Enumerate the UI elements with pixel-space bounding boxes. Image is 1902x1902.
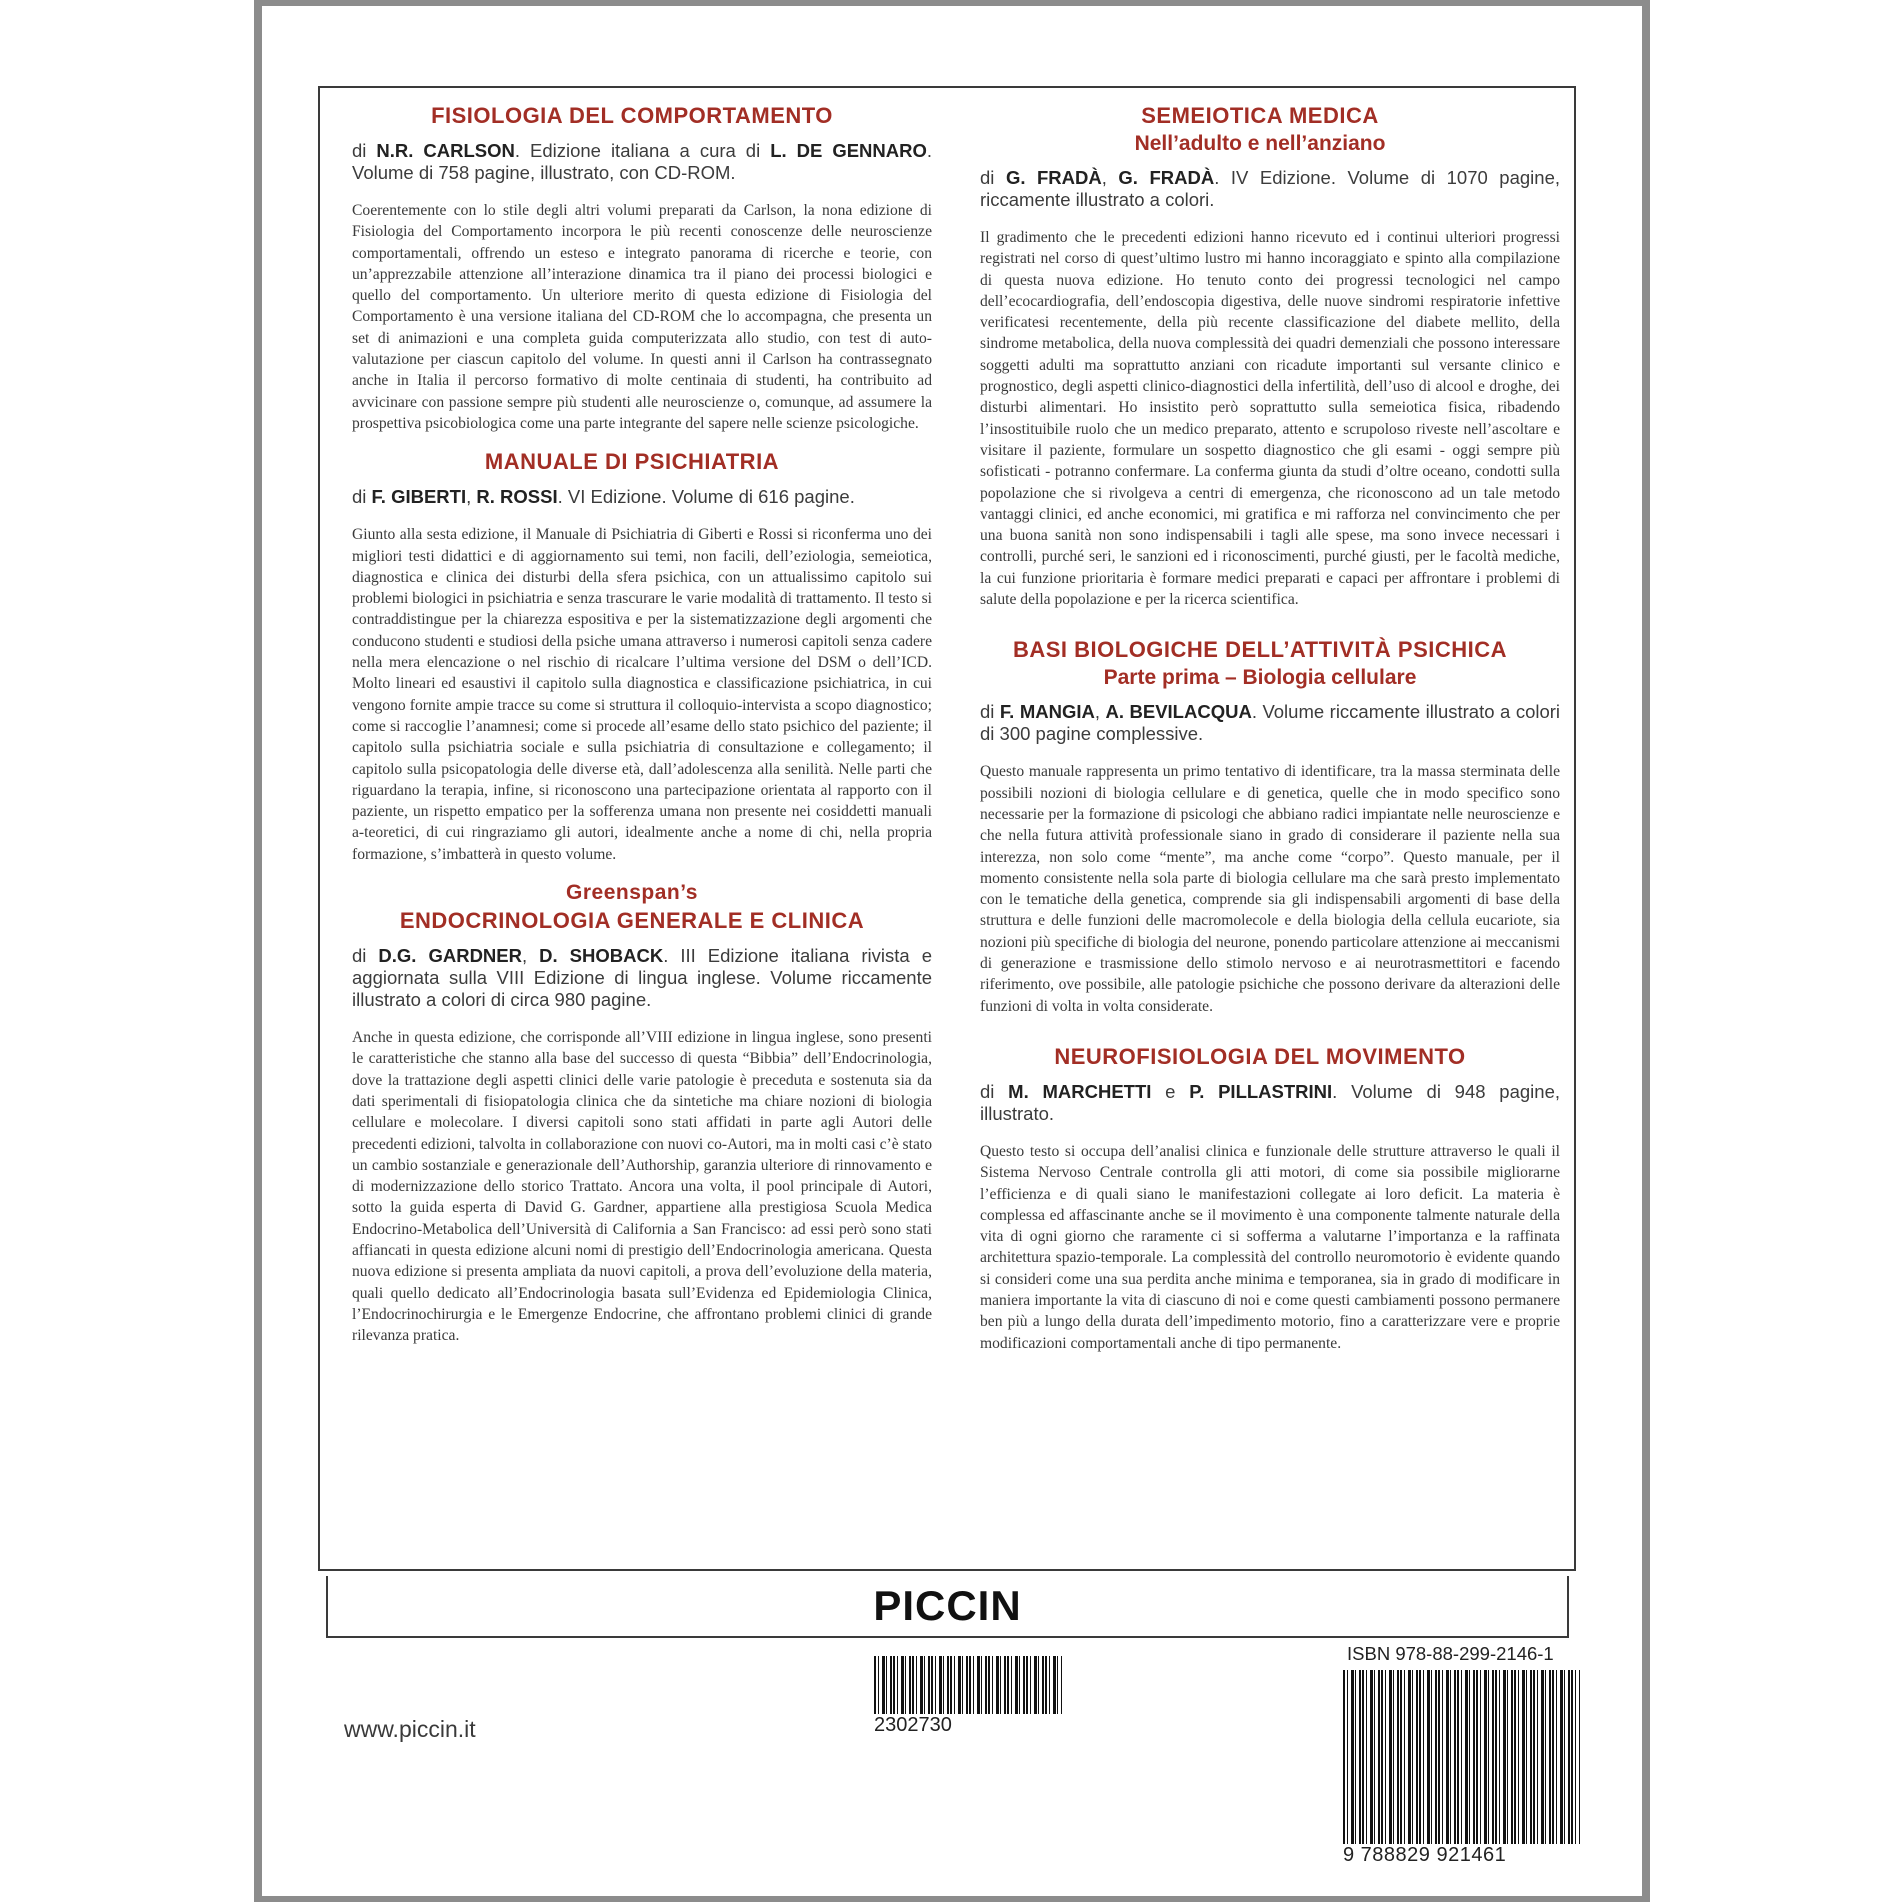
book-subtitle: Nell’adulto e nell’anziano — [1134, 132, 1386, 155]
book-entry — [332, 879, 932, 1346]
publisher-logo: PICCIN — [873, 1582, 1022, 1629]
book-entry — [332, 102, 932, 434]
author-name: G. FRADÀ — [1118, 167, 1215, 188]
ean-number: 9 788829 921461 — [1343, 1844, 1507, 1866]
book-subtitle: Parte prima – Biologia cellulare — [1103, 666, 1417, 690]
barcode-bars — [1343, 1670, 1580, 1844]
author-name: N.R. CARLSON — [376, 140, 515, 161]
book-title: SEMEIOTICA MEDICA — [1141, 103, 1379, 128]
internal-code: 2302730 — [874, 1714, 952, 1736]
isbn-label: ISBN 978-88-299-2146-1 — [1347, 1643, 1554, 1664]
catalog-frame — [318, 86, 1576, 1571]
book-byline: di F. MANGIA, A. BEVILACQUA. Volume riccamente illustrato a colori di 300 pagine complessive. — [980, 701, 1561, 745]
book-title: MANUALE DI PSICHIATRIA — [484, 449, 780, 475]
book-byline: di D.G. GARDNER, D. SHOBACK. III Edizione italiana rivista e aggiornata sulla VIII Edizione di lingua inglese. Volume riccamente illustrato a colori di circa 980 pagine. — [352, 945, 933, 1011]
publisher-url: www.piccin.it — [344, 1716, 476, 1742]
barcode-bars — [874, 1656, 1062, 1714]
right-column — [960, 102, 1560, 1374]
book-description: Anche in questa edizione, che corrisponde all’VIII edizione in lingua inglese, sono presenti le caratteristiche che stanno alla base del successo di questa “Bibbia” dell’Endocrinologia, dove la trattazione degli aspetti clinici delle varie patologie è preceduta e sostenuta sia da dati sperimentali di fisiopatologia clinica che da sintetiche ma chiare nozioni di biologia cellulare e molecolare. I diversi capitoli sono stati affidati in parte agli Autori delle precedenti edizioni, talvolta in collaborazione con nuovi co-Autori, ma in molti casi c’è stato un cambio sostanziale e generazionale dell’Authorship, garanzia ulteriore di rinnovamento e di modernizzazione dello storico Trattato. Ancora una volta, il pool principale di Autori, sotto la guida esperta di David G. Gardner, appartiene alla prestigiosa Scuola Medica Endocrino-Metabolica dell’Università di California a San Francisco: ad essi però sono stati affiancati in questa edizione alcuni nomi di prestigio dell’Endocrinologia americana. Questa nuova edizione si presenta ampliata da nuovi capitoli, a prova dell’evoluzione della materia, quali quello dedicato all’Endocrinologia basata sull’Evidenza ed Epidemiologia Clinica, l’Endocrinochirurgia e le Emergenze Endocrine, che affrontano problemi clinici di grande rilevanza pratica. — [352, 1029, 932, 1345]
book-entry — [960, 1043, 1560, 1354]
book-entry — [960, 102, 1560, 610]
book-byline: di M. MARCHETTI e P. PILLASTRINI. Volume di 948 pagine, illustrato. — [980, 1080, 1561, 1124]
author-name: A. BEVILACQUA — [1105, 701, 1252, 723]
book-back-cover — [262, 6, 1642, 1896]
author-name: L. DE GENNARO — [770, 140, 927, 161]
book-description: Questo testo si occupa dell’analisi clinica e funzionale delle strutture attraverso le quali il Sistema Nervoso Centrale controlla gli atti motori, di come sia possibile migliorarne l’efficienza e di quali siano le manifestazioni collegate ai loro deficit. La materia è complessa ed affascinante anche se il movimento è una componente talmente naturale della vita di ogni giorno che raramente ci si sofferma a valutarne l’importanza e la raffinata architettura spazio-temporale. La complessità del controllo neuromotorio è evidente quando si consideri come una sua perdita anche minima e temporanea, sia in grado di modificare in maniera importante la vita di ciascuno di noi e come questi cambiamenti possono permanere ben più a lungo della durata dell’impedimento motorio, fino a caratterizzare vere e proprie modificazioni comportamentali anche di tipo permanente. — [980, 1142, 1560, 1352]
book-entry — [332, 448, 932, 865]
internal-barcode — [874, 1656, 1062, 1736]
book-description: Questo manuale rappresenta un primo tentativo di identificare, tra la massa sterminata delle possibili nozioni di biologia cellulare e di genetica, quelle che in modo specifico sono necessarie per la formazione di psicologi che abbiano radici impiantate nelle neuroscienze e che nella futura attività professionale siano in grado di considerare il paziente nella sua interezza, non solo come “mente”, ma anche come “corpo”. Questo manuale, per il momento consistente nella sola parte di biologia cellulare ma che sarà presto implementato con le tematiche della genetica, comprende sia gli indispensabili argomenti di base della struttura e delle funzioni delle macromolecole e della biologia della cellula eucariote, sia nozioni più specifiche di biologia del neurone, ponendo particolare attenzione ai meccanismi di generazione e trasmissione dello stimolo nervoso e ai neurotrasmettitori e facendo riferimento, ove possibile, alle patologie psichiche che possono derivare da alterazioni delle funzioni di volta in volta considerate. — [980, 763, 1560, 1015]
book-description: Coerentemente con lo stile degli altri volumi preparati da Carlson, la nona edizione di Fisiologia del Comportamento incorpora le più recenti conoscenze delle neuroscienze comportamentali, offrendo un esteso e integrato panorama di ricerche e teorie, con un’apprezzabile attenzione all’interazione dinamica tra il piano dei processi biologici e quello del comportamento. Un ulteriore merito di questa edizione di Fisiologia del Comportamento è una versione italiana del CD-ROM che lo accompagna, che presenta un set di animazioni e una completa guida computerizzata allo studio, con test di auto-valutazione per ciascun capitolo del volume. In questi anni il Carlson ha contrassegnato anche in Italia il percorso formativo di molte centinaia di studenti, ha contribuito ad avvicinare con passione sempre più studenti alle neuroscienze o, comunque, ad assumere la prospettiva psicobiologica come una parte integrante del sapere nelle scienze psicologiche. — [352, 202, 932, 432]
left-column — [332, 102, 932, 1366]
isbn-barcode — [1343, 1670, 1580, 1866]
book-title: NEUROFISIOLOGIA DEL MOVIMENTO — [1054, 1043, 1466, 1069]
publisher-bar — [326, 1576, 1569, 1638]
author-name: F. MANGIA — [999, 701, 1095, 723]
book-byline: di N.R. CARLSON. Edizione italiana a cura di L. DE GENNARO. Volume di 758 pagine, illustrato, con CD-ROM. — [352, 140, 933, 183]
book-title: FISIOLOGIA DEL COMPORTAMENTO — [431, 103, 833, 128]
book-description: Giunto alla sesta edizione, il Manuale di Psichiatria di Giberti e Rossi si riconferma uno dei migliori testi didattici e di aggiornamento sui temi, non facili, dell’eziologia, semeiotica, diagnostica e clinica dei disturbi della sfera psichica, con un attualissimo capitolo sui problemi biologici in psichiatria e senza trascurare le varie modalità di trattamento. Il testo si contraddistingue per la chiarezza espositiva e per la sistematizzazione degli argomenti che conducono studenti e studiosi della psiche umana attraverso i numerosi capitoli senza cadere nella mera elencazione o nel rischio di ricalcare l’ultima versione del DSM o dell’ICD. Molto lineari ed esaustivi il capitolo sulla diagnostica e classificazione psichiatrica, in cui vengono fornite ampie tracce su come si struttura il colloquio-intervista a scopo diagnostico; come si raccoglie l’anamnesi; come si procede all’esame dello stato psichico del paziente; il capitolo sulla psichiatria sociale e sulla psichiatria di consultazione e collegamento; il capitolo sulla psicopatologia delle diverse età, dall’adolescenza alla senilità. Nelle parti che riguardano la terapia, infine, si riconoscono una partecipazione orientata al rapporto con il paziente, un rispetto empatico per la sofferenza umana non presente nei cosiddetti manuali a-teoretici, di cui ringraziamo gli autori, idealmente anche a nome di chi, nella propria formazione, s’imbatterà in questo volume. — [352, 526, 932, 863]
author-name: P. PILLASTRINI — [1189, 1080, 1333, 1102]
author-name: D.G. GARDNER — [378, 945, 522, 967]
book-title: BASI BIOLOGICHE DELL’ATTIVITÀ PSICHICA — [1012, 637, 1508, 663]
book-description: Il gradimento che le precedenti edizioni hanno ricevuto ed i continui ulteriori progressi registrati nel corso di quest’ultimo lustro mi hanno incoraggiato e spinto alla compilazione di questa nuova edizione. Ho tenuto conto dei progressi tecnologici nel campo dell’ecocardiografia, dell’endoscopia digestiva, delle nuove sindromi respiratorie infettive verificatesi recentemente, della più recente classificazione del diabete mellito, della sindrome metabolica, della nuova complessità dei quadri demenziali che possono interessare soggetti adulti ma soprattutto anziani con ricadute importanti sul versante clinico e prognostico, degli aspetti clinico-diagnostici della infertilità, dell’uso di alcool e droghe, dei disturbi alimentari. Ho insistito però soprattutto sulla semeiotica fisica, ribadendo l’insostituibile ruolo che un medico preparato, attento e scrupoloso riveste nell’ascoltare e visitare il paziente, formulare un sospetto diagnostico che gli esami - oggi sempre più sofisticati - potranno confermare. La conferma giunta da studi d’oltre oceano, condotti sulla popolazione che si rivolgeva a centri di emergenza, che riconoscono ad un tale metodo vantaggi clinici, ed anche economici, mi gratifica e mi rafforza nel convincimento che per una buona sanità non sono indispensabili i tagli alle spese, ma sono invece necessari i controlli, purché seri, le sanzioni ed i riconoscimenti, purché giusti, per le facoltà mediche, la cui funzione prioritaria è formare medici preparati e capaci per affrontare i problemi di salute della popolazione e per la ricerca scientifica. — [980, 229, 1560, 609]
book-title: ENDOCRINOLOGIA GENERALE E CLINICA — [399, 908, 865, 934]
book-byline: di G. FRADÀ, G. FRADÀ. IV Edizione. Volume di 1070 pagine, riccamente illustrato a colori. — [980, 167, 1560, 210]
book-title-lead: Greenspan’s — [566, 881, 698, 905]
author-name: R. ROSSI — [476, 486, 558, 508]
author-name: F. GIBERTI — [371, 486, 467, 508]
author-name: M. MARCHETTI — [1008, 1080, 1152, 1102]
book-byline: di F. GIBERTI, R. ROSSI. VI Edizione. Volume di 616 pagine. — [352, 486, 855, 508]
author-name: D. SHOBACK — [539, 945, 664, 967]
author-name: G. FRADÀ — [1005, 167, 1102, 188]
book-entry — [960, 636, 1560, 1017]
